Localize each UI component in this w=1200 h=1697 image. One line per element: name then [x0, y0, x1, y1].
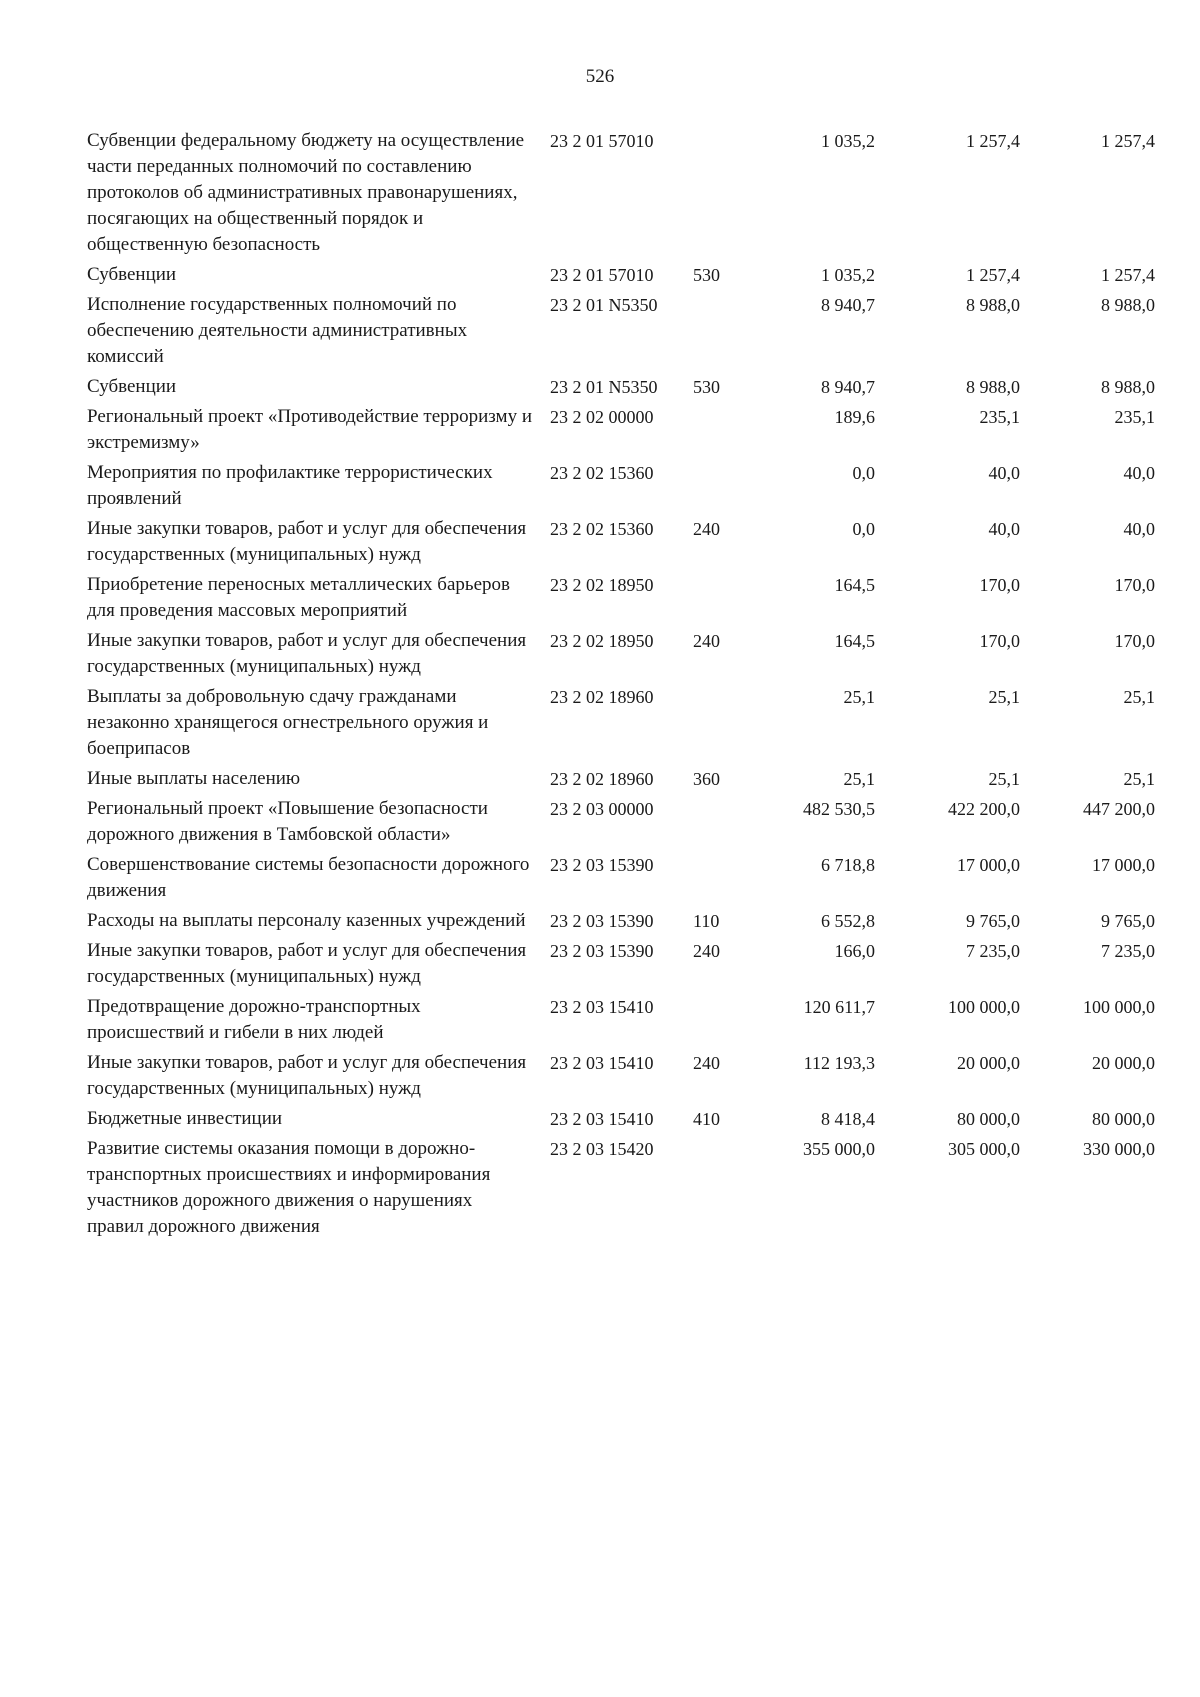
row-expense-type: 240: [693, 631, 720, 651]
table-row: [0, 852, 1200, 904]
row-code: 23 2 01 N5350: [550, 295, 658, 315]
row-name: Предотвращение дорожно-транспортных происшествий и гибели в них людей: [87, 996, 421, 1043]
row-value-year-3: 40,0: [1123, 463, 1155, 483]
row-name: Иные закупки товаров, работ и услуг для обеспечения государственных (муниципальных) нужд: [87, 630, 527, 677]
row-value-year-1: 164,5: [834, 631, 875, 651]
row-value-year-1: 25,1: [843, 687, 875, 707]
table-row: [0, 628, 1200, 680]
row-code: 23 2 01 57010: [550, 131, 654, 151]
row-value-year-3: 9 765,0: [1101, 911, 1155, 931]
row-name: Субвенции: [87, 264, 177, 285]
table-row: [0, 796, 1200, 848]
row-code: 23 2 03 15390: [550, 911, 654, 931]
row-value-year-3: 100 000,0: [1083, 997, 1155, 1017]
row-name: Иные выплаты населению: [87, 768, 301, 789]
row-value-year-1: 164,5: [834, 575, 875, 595]
row-value-year-2: 17 000,0: [957, 855, 1020, 875]
row-value-year-2: 170,0: [979, 575, 1020, 595]
row-value-year-1: 189,6: [834, 407, 875, 427]
table-row: [0, 766, 1200, 792]
row-name: Иные закупки товаров, работ и услуг для обеспечения государственных (муниципальных) нужд: [87, 940, 527, 987]
row-value-year-1: 8 940,7: [821, 377, 875, 397]
table-row: [0, 938, 1200, 990]
row-code: 23 2 03 00000: [550, 799, 654, 819]
row-value-year-1: 8 418,4: [821, 1109, 875, 1129]
row-value-year-1: 482 530,5: [803, 799, 875, 819]
row-value-year-3: 25,1: [1123, 687, 1155, 707]
row-value-year-1: 355 000,0: [803, 1139, 875, 1159]
row-value-year-3: 8 988,0: [1101, 377, 1155, 397]
row-value-year-1: 0,0: [852, 463, 875, 483]
row-name: Совершенствование системы безопасности дорожного движения: [87, 854, 530, 901]
table-row: [0, 684, 1200, 762]
row-value-year-2: 20 000,0: [957, 1053, 1020, 1073]
row-name: Мероприятия по профилактике террористических проявлений: [87, 462, 493, 509]
table-row: [0, 1136, 1200, 1240]
row-value-year-1: 0,0: [852, 519, 875, 539]
row-name: Приобретение переносных металлических барьеров для проведения массовых мероприятий: [87, 574, 510, 621]
row-expense-type: 530: [693, 377, 720, 397]
row-name: Бюджетные инвестиции: [87, 1108, 283, 1129]
row-value-year-2: 422 200,0: [948, 799, 1020, 819]
row-value-year-2: 25,1: [988, 687, 1020, 707]
row-name: Развитие системы оказания помощи в дорожно-транспортных происшествиях и информирования участников дорожного движения о нарушениях правил дорожного движения: [87, 1138, 491, 1237]
row-value-year-2: 25,1: [988, 769, 1020, 789]
row-value-year-2: 80 000,0: [957, 1109, 1020, 1129]
row-name: Региональный проект «Противодействие терроризму и экстремизму»: [87, 406, 532, 453]
table-row: [0, 572, 1200, 624]
row-expense-type: 530: [693, 265, 720, 285]
row-name: Иные закупки товаров, работ и услуг для обеспечения государственных (муниципальных) нужд: [87, 518, 527, 565]
row-value-year-1: 25,1: [843, 769, 875, 789]
row-code: 23 2 02 18960: [550, 769, 654, 789]
row-value-year-3: 170,0: [1114, 575, 1155, 595]
row-code: 23 2 02 15360: [550, 519, 654, 539]
row-value-year-3: 7 235,0: [1101, 941, 1155, 961]
row-value-year-3: 40,0: [1123, 519, 1155, 539]
row-code: 23 2 03 15420: [550, 1139, 654, 1159]
row-name: Субвенции: [87, 376, 177, 397]
row-name: Региональный проект «Повышение безопасности дорожного движения в Тамбовской области»: [87, 798, 488, 845]
row-value-year-3: 25,1: [1123, 769, 1155, 789]
row-value-year-1: 120 611,7: [803, 997, 875, 1017]
row-code: 23 2 02 18950: [550, 631, 654, 651]
row-expense-type: 240: [693, 519, 720, 539]
table-row: [0, 128, 1200, 258]
row-name: Исполнение государственных полномочий по обеспечению деятельности административных комиссий: [87, 294, 468, 367]
row-value-year-3: 330 000,0: [1083, 1139, 1155, 1159]
row-value-year-2: 100 000,0: [948, 997, 1020, 1017]
row-code: 23 2 01 N5350: [550, 377, 658, 397]
row-value-year-3: 8 988,0: [1101, 295, 1155, 315]
row-value-year-2: 1 257,4: [966, 265, 1020, 285]
table-row: [0, 516, 1200, 568]
budget-table: [0, 128, 1200, 1244]
row-value-year-3: 170,0: [1114, 631, 1155, 651]
row-code: 23 2 03 15410: [550, 1109, 654, 1129]
row-code: 23 2 03 15410: [550, 997, 654, 1017]
row-code: 23 2 02 00000: [550, 407, 654, 427]
row-name: Иные закупки товаров, работ и услуг для обеспечения государственных (муниципальных) нужд: [87, 1052, 527, 1099]
table-row: [0, 994, 1200, 1046]
row-value-year-3: 1 257,4: [1101, 131, 1155, 151]
row-code: 23 2 02 18950: [550, 575, 654, 595]
row-value-year-3: 20 000,0: [1092, 1053, 1155, 1073]
row-value-year-2: 40,0: [988, 463, 1020, 483]
table-row: [0, 1106, 1200, 1132]
row-value-year-2: 1 257,4: [966, 131, 1020, 151]
row-expense-type: 240: [693, 1053, 720, 1073]
row-name: Расходы на выплаты персоналу казенных учреждений: [87, 910, 526, 931]
row-expense-type: 360: [693, 769, 720, 789]
row-value-year-2: 40,0: [988, 519, 1020, 539]
row-code: 23 2 01 57010: [550, 265, 654, 285]
row-name: Выплаты за добровольную сдачу гражданами незаконно хранящегося огнестрельного оружия и боеприпасов: [87, 686, 489, 759]
row-code: 23 2 03 15390: [550, 855, 654, 875]
table-row: [0, 460, 1200, 512]
row-value-year-1: 8 940,7: [821, 295, 875, 315]
row-value-year-2: 305 000,0: [948, 1139, 1020, 1159]
row-value-year-1: 1 035,2: [821, 131, 875, 151]
table-row: [0, 374, 1200, 400]
row-value-year-2: 8 988,0: [966, 295, 1020, 315]
row-value-year-2: 9 765,0: [966, 911, 1020, 931]
row-code: 23 2 02 18960: [550, 687, 654, 707]
row-value-year-1: 112 193,3: [803, 1053, 875, 1073]
table-row: [0, 404, 1200, 456]
row-value-year-1: 6 552,8: [821, 911, 875, 931]
row-value-year-2: 7 235,0: [966, 941, 1020, 961]
table-row: [0, 1050, 1200, 1102]
page-number: 526: [585, 66, 615, 87]
row-expense-type: 110: [693, 911, 720, 931]
row-value-year-1: 6 718,8: [821, 855, 875, 875]
row-expense-type: 410: [693, 1109, 720, 1129]
table-row: [0, 292, 1200, 370]
row-value-year-3: 17 000,0: [1092, 855, 1155, 875]
row-code: 23 2 02 15360: [550, 463, 654, 483]
row-value-year-3: 80 000,0: [1092, 1109, 1155, 1129]
table-row: [0, 908, 1200, 934]
row-name: Субвенции федеральному бюджету на осуществление части переданных полномочий по составлению протоколов об административных правонарушениях, посягающих на общественный порядок и общественную безопасность: [87, 130, 525, 255]
row-value-year-3: 235,1: [1114, 407, 1155, 427]
row-value-year-1: 166,0: [834, 941, 875, 961]
row-code: 23 2 03 15390: [550, 941, 654, 961]
row-value-year-3: 1 257,4: [1101, 265, 1155, 285]
row-value-year-3: 447 200,0: [1083, 799, 1155, 819]
row-value-year-2: 235,1: [979, 407, 1020, 427]
row-value-year-1: 1 035,2: [821, 265, 875, 285]
table-row: [0, 262, 1200, 288]
row-value-year-2: 8 988,0: [966, 377, 1020, 397]
row-value-year-2: 170,0: [979, 631, 1020, 651]
row-code: 23 2 03 15410: [550, 1053, 654, 1073]
row-expense-type: 240: [693, 941, 720, 961]
